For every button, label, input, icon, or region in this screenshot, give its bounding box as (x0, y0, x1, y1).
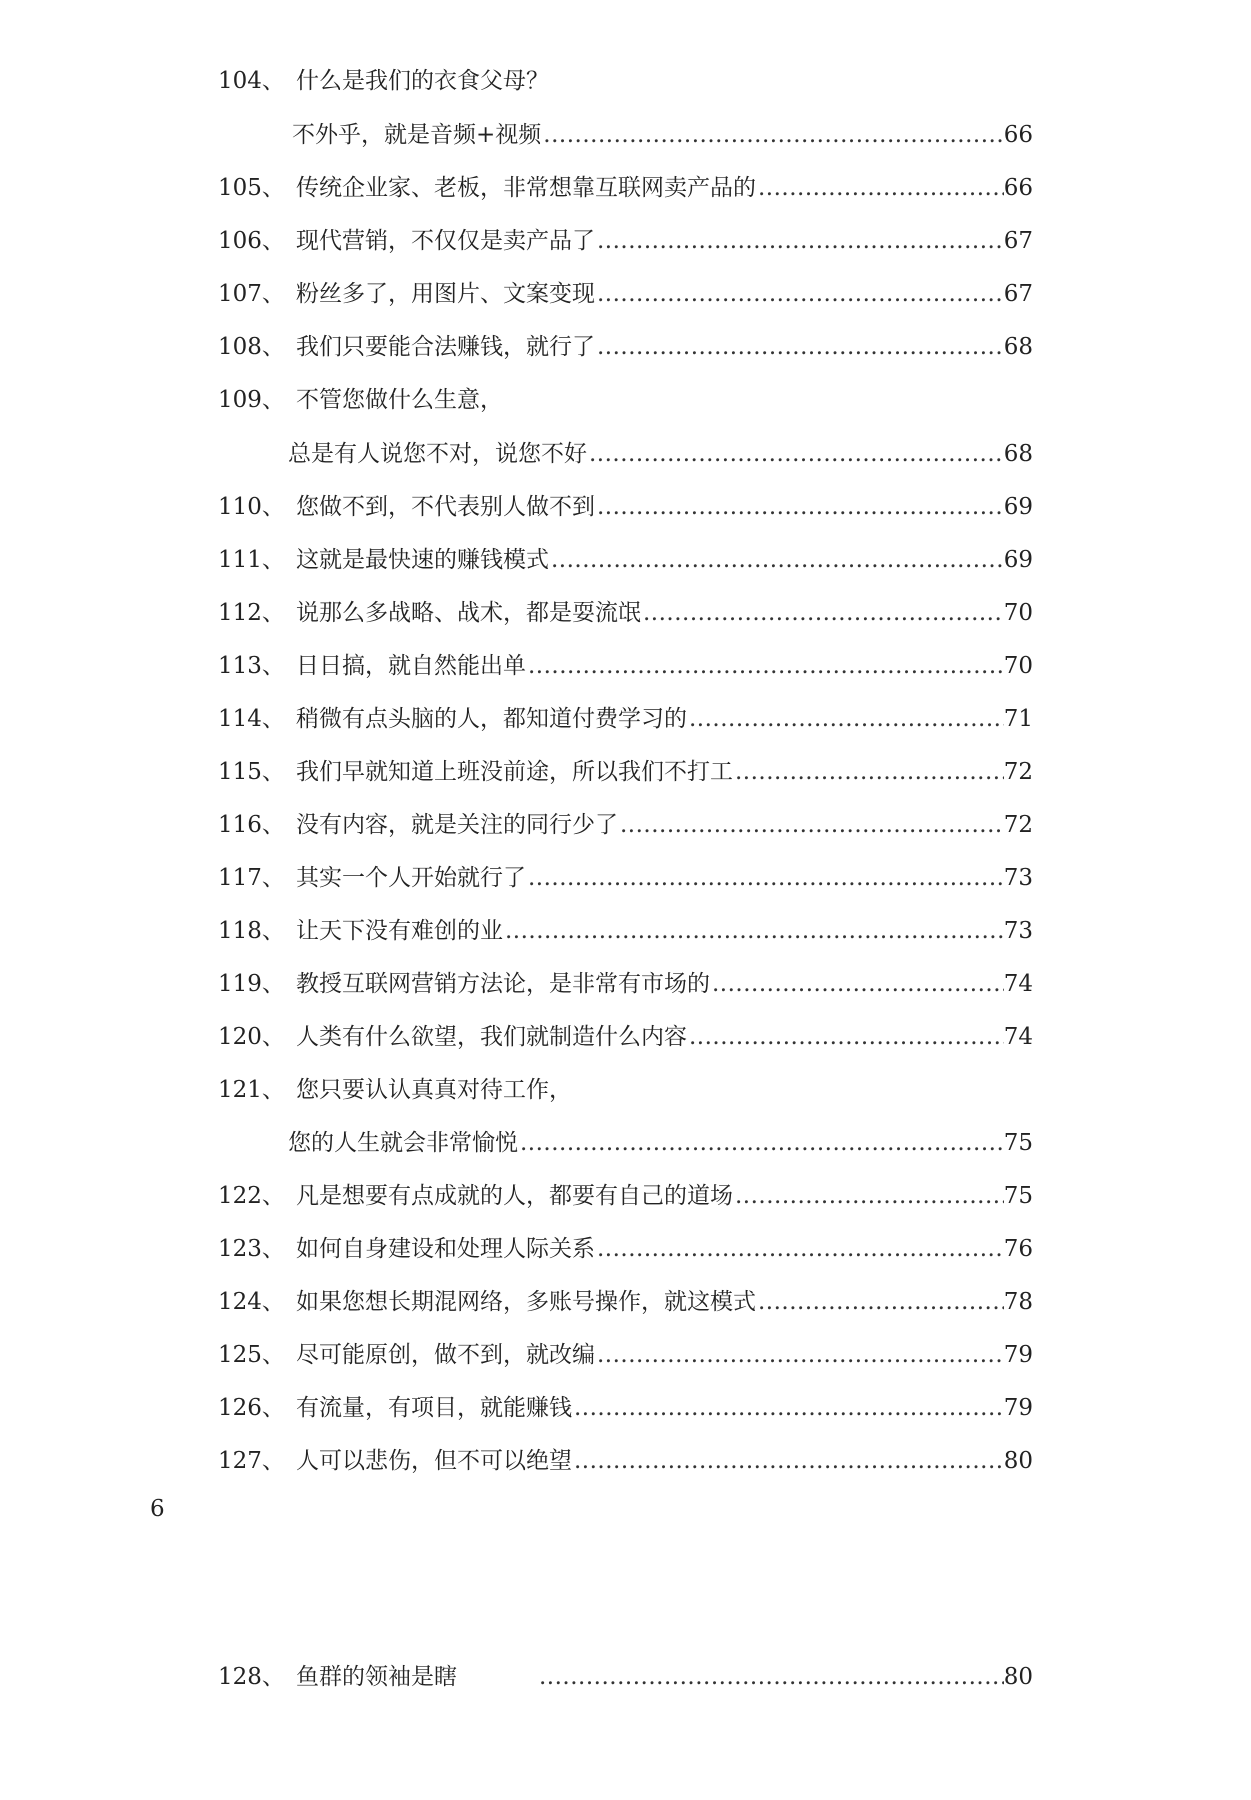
entry-title: 我们只要能合法赚钱，就行了 (296, 334, 595, 360)
dot-leader (687, 1012, 1004, 1062)
toc-entry-128 (0, 1652, 1251, 1702)
entry-number: 127、 (218, 1448, 285, 1474)
entry-page: 69 (1003, 494, 1033, 520)
entry-page: 66 (1003, 122, 1033, 148)
entry-page: 76 (1003, 1236, 1033, 1262)
toc-entry-127 (0, 1436, 1251, 1486)
entry-number: 119、 (218, 971, 285, 997)
dot-leader (541, 110, 1003, 160)
dot-leader (687, 694, 1004, 744)
dot-leader (503, 906, 1004, 956)
toc-entry-119 (0, 959, 1251, 1009)
page-number: 6 (150, 1496, 165, 1522)
entry-number: 115、 (218, 759, 285, 785)
entry-title: 传统企业家、老板，非常想靠互联网卖产品的 (296, 175, 756, 201)
entry-title: 如果您想长期混网络，多账号操作，就这模式 (296, 1289, 756, 1315)
entry-page: 70 (1003, 600, 1033, 626)
dot-leader (537, 1652, 1004, 1702)
entry-page: 74 (1003, 971, 1033, 997)
entry-number: 128、 (218, 1664, 285, 1690)
entry-page: 78 (1003, 1289, 1033, 1315)
dot-leader (595, 322, 1004, 372)
entry-title: 不管您做什么生意， (296, 387, 503, 413)
entry-page: 68 (1003, 441, 1033, 467)
entry-number: 116、 (218, 812, 285, 838)
entry-title: 说那么多战略、战术，都是耍流氓 (296, 600, 641, 626)
toc-entry-124 (0, 1277, 1251, 1327)
entry-title: 总是有人说您不对，说您不好 (288, 441, 587, 467)
entry-title: 教授互联网营销方法论，是非常有市场的 (296, 971, 710, 997)
entry-title: 有流量，有项目，就能赚钱 (296, 1395, 572, 1421)
entry-title: 让天下没有难创的业 (296, 918, 503, 944)
entry-page: 79 (1003, 1342, 1033, 1368)
dot-leader (572, 1436, 1004, 1486)
dot-leader (733, 747, 1004, 797)
toc-entry-110 (0, 482, 1251, 532)
entry-title: 我们早就知道上班没前途，所以我们不打工 (296, 759, 733, 785)
toc-entry-117 (0, 853, 1251, 903)
entry-title: 不外乎，就是音频+视频 (292, 122, 542, 148)
dot-leader (618, 800, 1004, 850)
toc-entry-111 (0, 535, 1251, 585)
entry-number: 118、 (218, 918, 285, 944)
toc-entry-108 (0, 322, 1251, 372)
entry-title: 没有内容，就是关注的同行少了 (296, 812, 618, 838)
toc-entry-122 (0, 1171, 1251, 1221)
entry-page: 69 (1003, 547, 1033, 573)
entry-page: 80 (1003, 1448, 1033, 1474)
dot-leader (595, 269, 1004, 319)
entry-title: 稍微有点头脑的人，都知道付费学习的 (296, 706, 687, 732)
dot-leader (733, 1171, 1004, 1221)
entry-title: 人可以悲伤，但不可以绝望 (296, 1448, 572, 1474)
entry-page: 75 (1003, 1183, 1033, 1209)
dot-leader (549, 535, 1004, 585)
entry-title: 现代营销，不仅仅是卖产品了 (296, 228, 595, 254)
entry-page: 75 (1003, 1130, 1033, 1156)
entry-page: 67 (1003, 281, 1033, 307)
dot-leader (526, 641, 1004, 691)
entry-page: 66 (1003, 175, 1033, 201)
entry-page: 68 (1003, 334, 1033, 360)
entry-page: 72 (1003, 812, 1033, 838)
entry-page: 79 (1003, 1395, 1033, 1421)
entry-title: 您做不到，不代表别人做不到 (296, 494, 595, 520)
entry-number: 105、 (218, 175, 285, 201)
toc-entry-106 (0, 216, 1251, 266)
entry-title: 日日搞，就自然能出单 (296, 653, 526, 679)
entry-title: 这就是最快速的赚钱模式 (296, 547, 549, 573)
entry-number: 106、 (218, 228, 285, 254)
entry-number: 104、 (218, 68, 285, 94)
entry-number: 124、 (218, 1289, 285, 1315)
dot-leader (595, 482, 1004, 532)
entry-title: 您的人生就会非常愉悦 (288, 1130, 518, 1156)
dot-leader (595, 1224, 1004, 1274)
entry-title: 鱼群的领袖是瞎 (296, 1664, 457, 1690)
entry-page: 71 (1003, 706, 1033, 732)
entry-page: 73 (1003, 865, 1033, 891)
toc-entry-104 (0, 56, 1251, 106)
entry-number: 126、 (218, 1395, 285, 1421)
toc-entry-115 (0, 747, 1251, 797)
entry-title: 凡是想要有点成就的人，都要有自己的道场 (296, 1183, 733, 1209)
entry-number: 110、 (218, 494, 285, 520)
entry-number: 123、 (218, 1236, 285, 1262)
toc-entry-126 (0, 1383, 1251, 1433)
toc-entry-120 (0, 1012, 1251, 1062)
dot-leader (587, 429, 1004, 479)
entry-title: 如何自身建设和处理人际关系 (296, 1236, 595, 1262)
dot-leader (710, 959, 1004, 1009)
entry-number: 107、 (218, 281, 285, 307)
dot-leader (526, 853, 1004, 903)
entry-number: 121、 (218, 1077, 285, 1103)
toc-entry-112 (0, 588, 1251, 638)
entry-page: 80 (1003, 1664, 1033, 1690)
entry-page: 74 (1003, 1024, 1033, 1050)
toc-entry-125 (0, 1330, 1251, 1380)
dot-leader (518, 1118, 1004, 1168)
entry-page: 67 (1003, 228, 1033, 254)
entry-number: 117、 (218, 865, 285, 891)
toc-entry-114 (0, 694, 1251, 744)
toc-entry-116 (0, 800, 1251, 850)
toc-entry-113 (0, 641, 1251, 691)
entry-number: 108、 (218, 334, 285, 360)
entry-number: 109、 (218, 387, 285, 413)
toc-entry-109 (0, 375, 1251, 425)
entry-number: 125、 (218, 1342, 285, 1368)
toc-entry-104-cont (0, 110, 1251, 160)
entry-number: 111、 (218, 547, 285, 573)
entry-number: 114、 (218, 706, 285, 732)
entry-title: 尽可能原创，做不到，就改编 (296, 1342, 595, 1368)
entry-title: 粉丝多了，用图片、文案变现 (296, 281, 595, 307)
dot-leader (641, 588, 1004, 638)
entry-title: 人类有什么欲望，我们就制造什么内容 (296, 1024, 687, 1050)
dot-leader (572, 1383, 1004, 1433)
toc-entry-118 (0, 906, 1251, 956)
entry-page: 70 (1003, 653, 1033, 679)
entry-number: 113、 (218, 653, 285, 679)
entry-title: 其实一个人开始就行了 (296, 865, 526, 891)
toc-entry-109-cont (0, 429, 1251, 479)
toc-entry-121 (0, 1065, 1251, 1115)
entry-title: 什么是我们的衣食父母？ (296, 68, 549, 94)
entry-page: 72 (1003, 759, 1033, 785)
entry-number: 112、 (218, 600, 285, 626)
toc-entry-107 (0, 269, 1251, 319)
entry-number: 122、 (218, 1183, 285, 1209)
entry-title: 您只要认认真真对待工作， (296, 1077, 572, 1103)
dot-leader (756, 1277, 1004, 1327)
entry-number: 120、 (218, 1024, 285, 1050)
toc-entry-121-cont (0, 1118, 1251, 1168)
toc-entry-105 (0, 163, 1251, 213)
dot-leader (756, 163, 1004, 213)
dot-leader (595, 216, 1004, 266)
entry-page: 73 (1003, 918, 1033, 944)
dot-leader (595, 1330, 1004, 1380)
toc-entry-123 (0, 1224, 1251, 1274)
